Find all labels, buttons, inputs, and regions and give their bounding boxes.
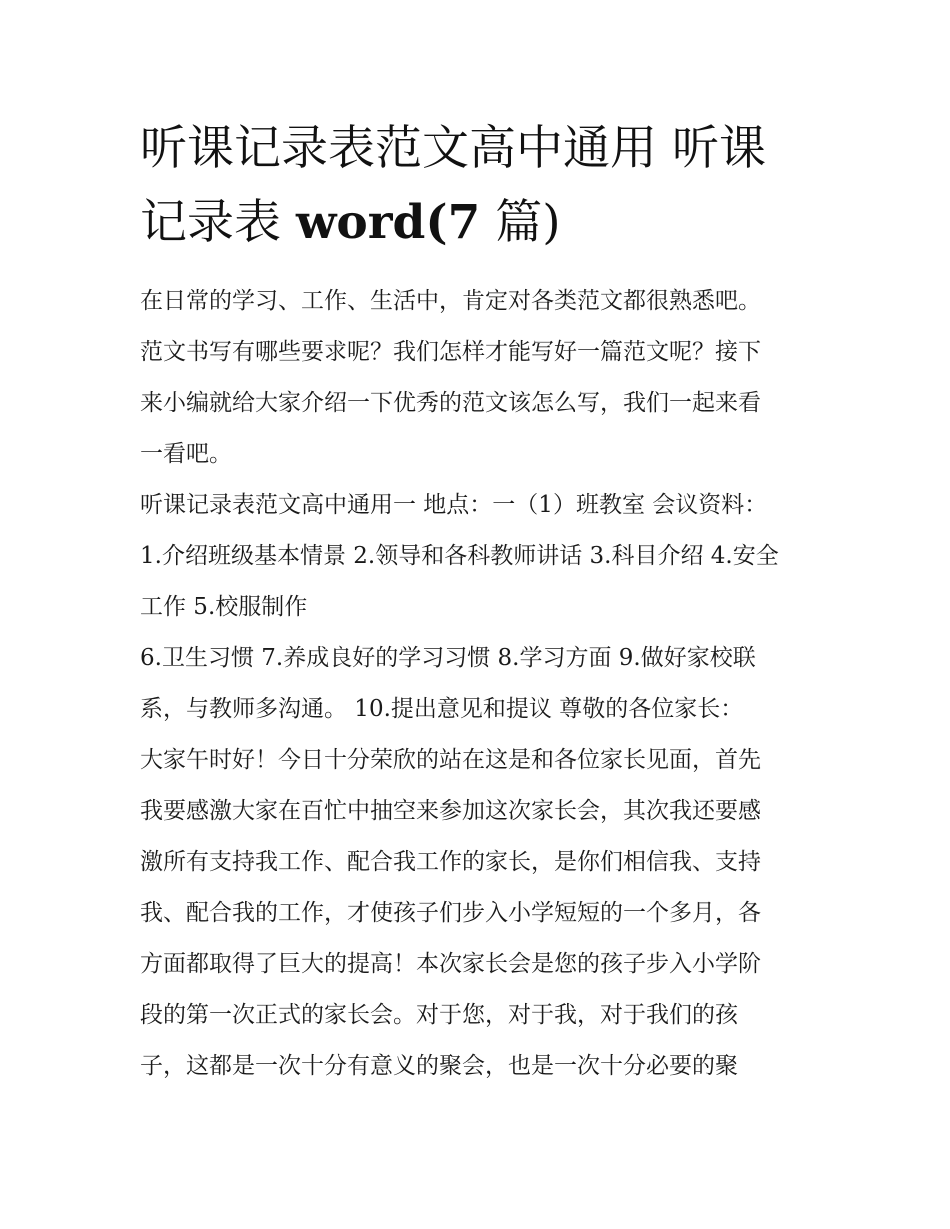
body-line-8: 6.卫生习惯 7.养成良好的学习习惯 8.学习方面 9.做好家校联 (140, 645, 756, 671)
body-line-16: 子，这都是一次十分有意义的聚会，也是一次十分必要的聚 (140, 1053, 738, 1079)
body-line-11: 我要感激大家在百忙中抽空来参加这次家长会，其次我还要感 (140, 798, 761, 824)
document-title (140, 112, 820, 260)
body-line-15: 段的第一次正式的家长会。对于您，对于我，对于我们的孩 (140, 1002, 738, 1028)
title-line-2b: word(7 (295, 195, 481, 250)
body-line-1: 在日常的学习、工作、生活中，肯定对各类范文都很熟悉吧。 (140, 288, 761, 314)
body-line-14: 方面都取得了巨大的提高！本次家长会是您的孩子步入小学阶 (140, 951, 761, 977)
body-line-4: 一看吧。 (140, 441, 232, 467)
document-body (140, 282, 820, 1098)
body-line-12: 激所有支持我工作、配合我工作的家长，是你们相信我、支持 (140, 849, 761, 875)
title-line-1: 听课记录表范文高中通用 听课 (140, 121, 766, 176)
body-line-2: 范文书写有哪些要求呢？我们怎样才能写好一篇范文呢？接下 (140, 339, 761, 365)
title-line-2a: 记录表 (140, 195, 296, 250)
body-line-9: 系，与教师多沟通。 10.提出意见和提议 尊敬的各位家长： (140, 696, 744, 722)
body-line-6: 1.介绍班级基本情景 2.领导和各科教师讲话 3.科目介绍 4.安全 (140, 543, 779, 569)
body-line-13: 我、配合我的工作，才使孩子们步入小学短短的一个多月，各 (140, 900, 761, 926)
body-line-3: 来小编就给大家介绍一下优秀的范文该怎么写，我们一起来看 (140, 390, 761, 416)
body-line-7: 工作 5.校服制作 (140, 594, 308, 620)
body-line-10: 大家午时好！今日十分荣欣的站在这是和各位家长见面，首先 (140, 747, 761, 773)
body-line-5: 听课记录表范文高中通用一 地点：一（1）班教室 会议资料： (140, 492, 768, 518)
title-line-2c: 篇) (480, 195, 561, 250)
